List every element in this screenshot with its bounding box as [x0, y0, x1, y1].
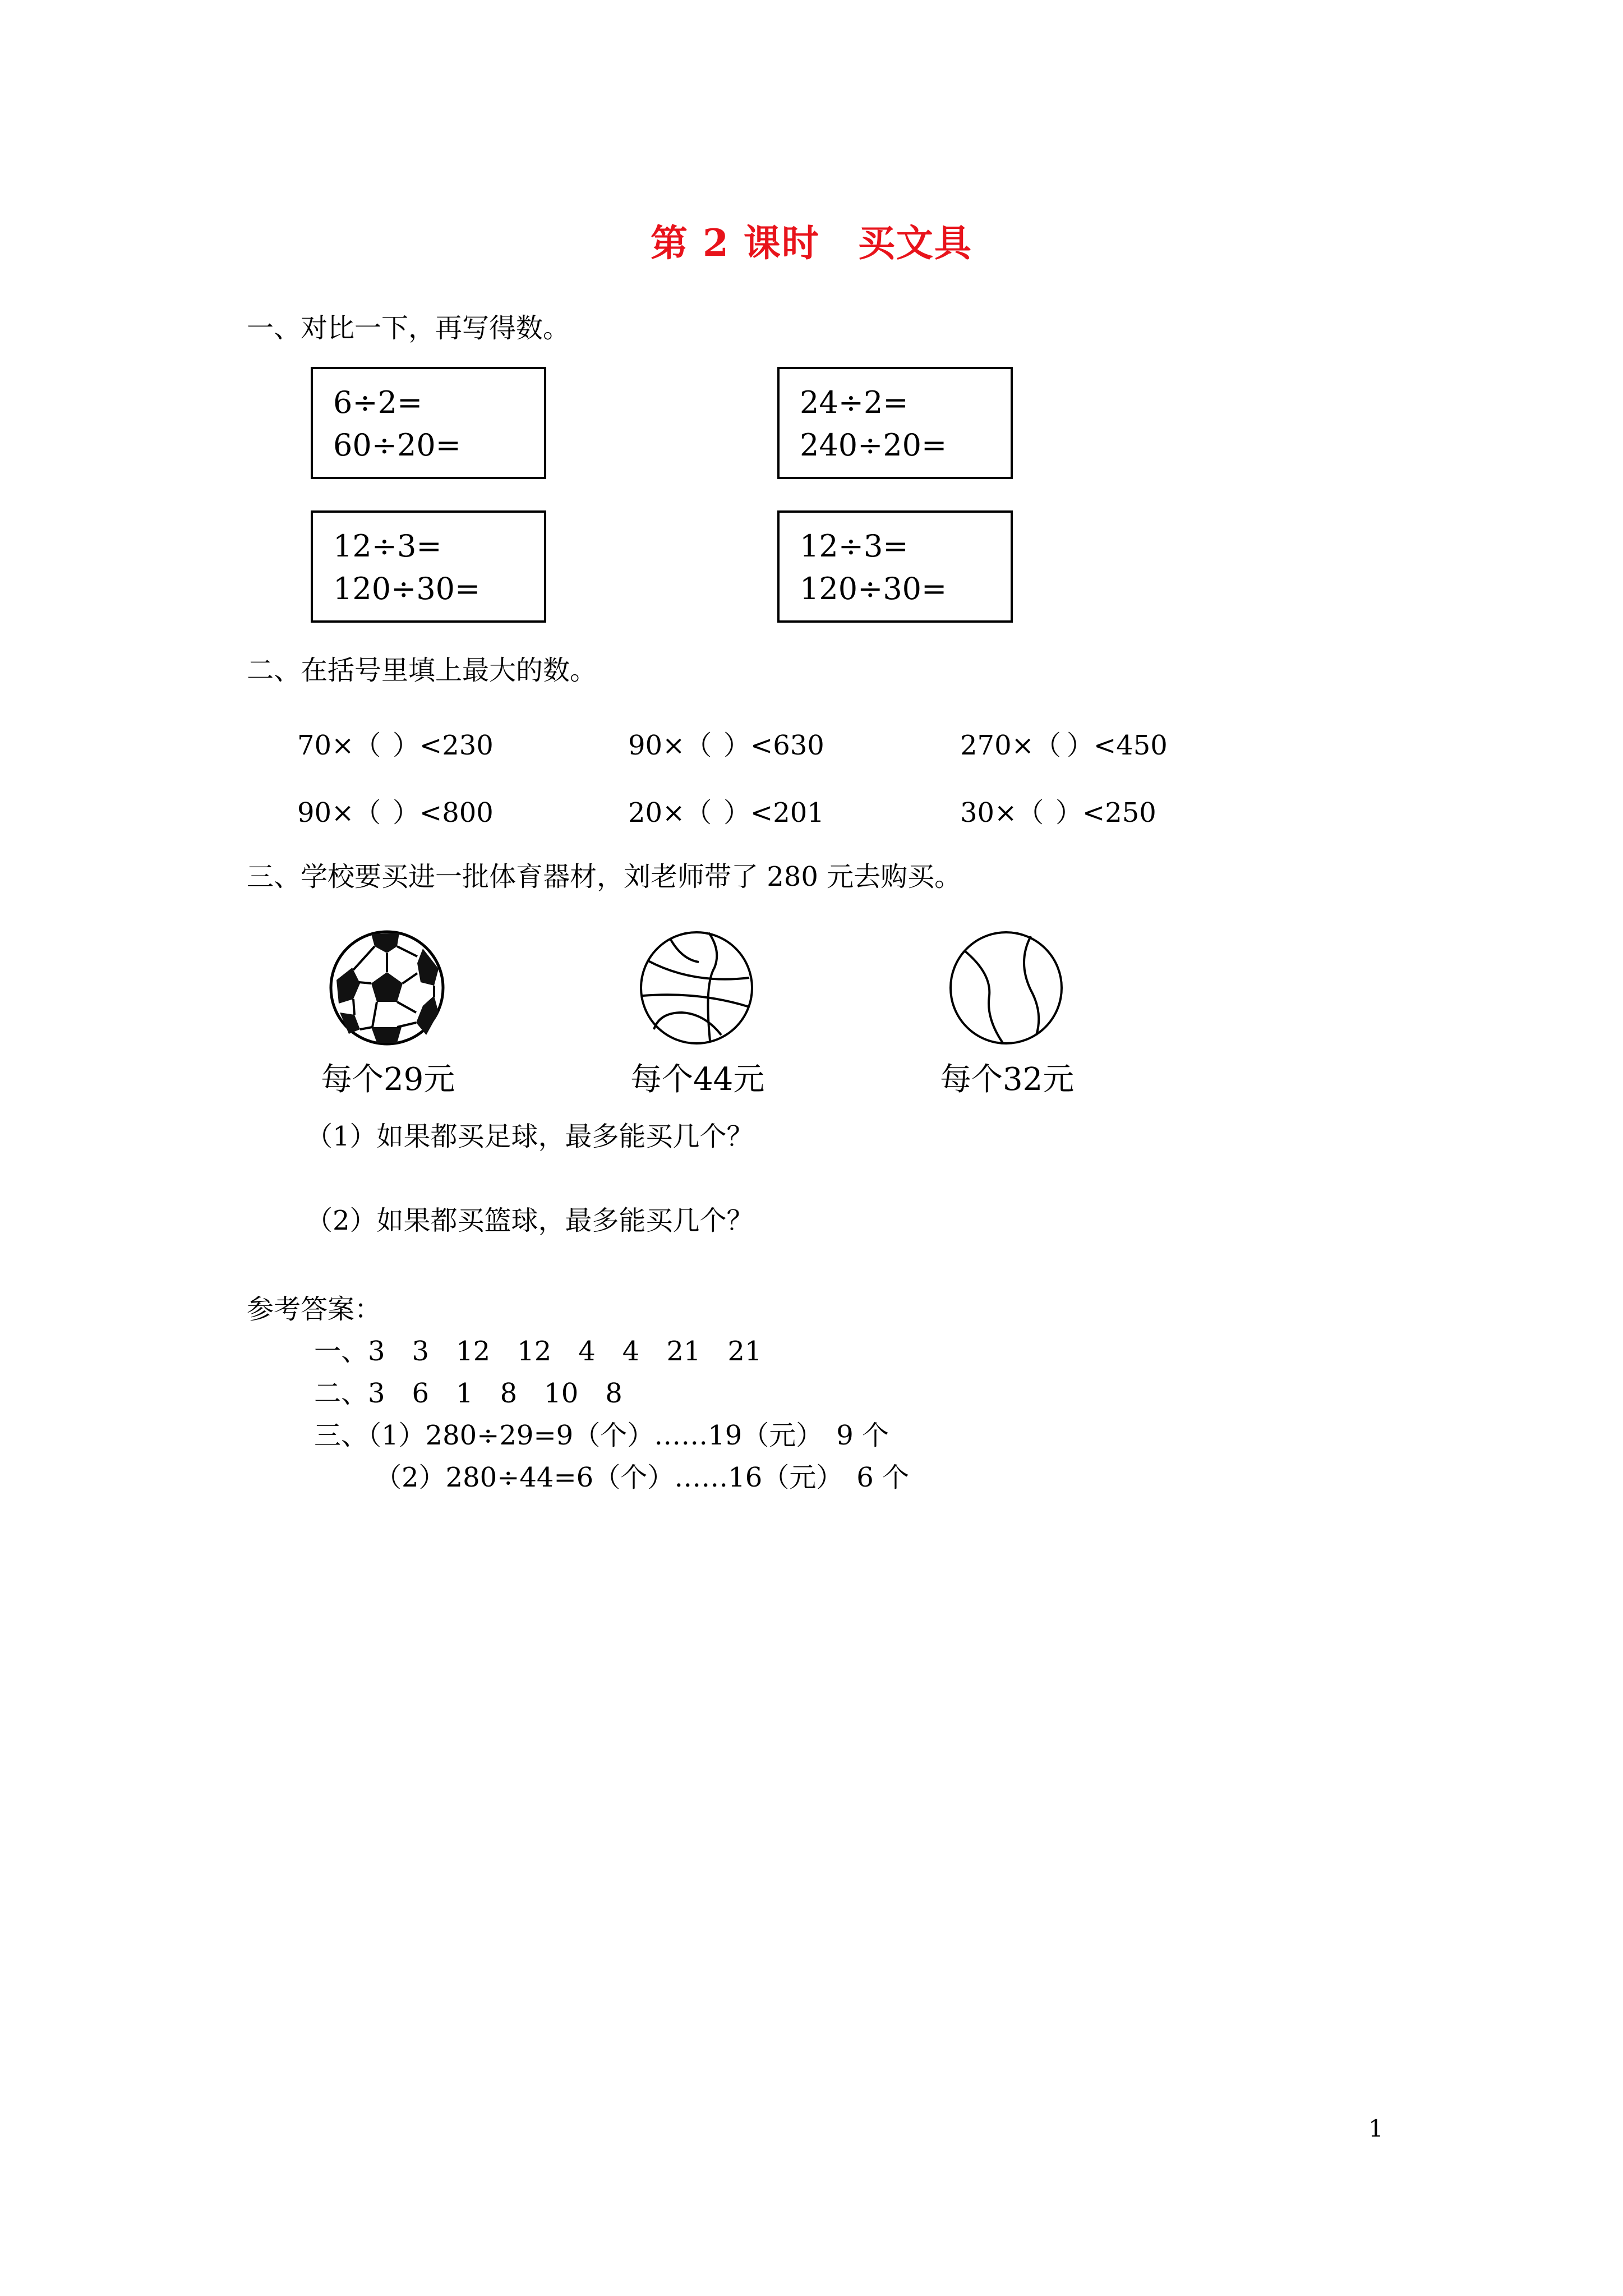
- answer-line: 二、3 6 1 8 10 8: [314, 1378, 623, 1409]
- inequality-item: [960, 791, 1156, 830]
- division-line: 60÷20=: [333, 427, 461, 463]
- inequality-right: ）<230: [393, 730, 494, 761]
- division-line: 12÷3=: [333, 528, 442, 564]
- basketball-icon: [637, 928, 756, 1047]
- inequality-left: 90×（: [628, 730, 712, 761]
- price-caption: 每个32元: [940, 1061, 1075, 1098]
- inequality-left: 90×（: [297, 797, 381, 829]
- division-line: 120÷30=: [800, 571, 947, 606]
- question-2: （2）如果都买篮球，最多能买几个？: [306, 1205, 754, 1236]
- price-caption: 每个44元: [630, 1061, 765, 1098]
- division-line: 24÷2=: [800, 385, 909, 420]
- answer-line: 三、（1）280÷29=9（个）……19（元） 9 个: [314, 1420, 889, 1451]
- inequality-item: [628, 724, 824, 762]
- section1-heading: 一、对比一下，再写得数。: [247, 312, 570, 344]
- answer-line: （2）280÷44=6（个）……16（元） 6 个: [375, 1462, 910, 1493]
- inequality-item: [628, 791, 824, 830]
- answer-line: 一、3 3 12 12 4 4 21 21: [314, 1336, 762, 1367]
- soccer-ball-icon: [328, 928, 446, 1047]
- inequality-left: 70×（: [297, 730, 381, 761]
- inequality-item: [297, 791, 494, 830]
- ball-icon: [947, 928, 1066, 1047]
- inequality-item: [960, 724, 1168, 762]
- inequality-right: ）<630: [723, 730, 824, 761]
- inequality-left: 30×（: [960, 797, 1044, 829]
- division-box: [777, 367, 1013, 479]
- inequality-left: 270×（: [960, 730, 1061, 761]
- inequality-right: ）<201: [723, 797, 824, 829]
- page-number: 1: [1368, 2115, 1384, 2142]
- inequality-right: ）<800: [393, 797, 494, 829]
- page-title: 第 2 课时 买文具: [651, 221, 972, 265]
- answers-heading: 参考答案：: [247, 1294, 382, 1325]
- inequality-right: ）<450: [1067, 730, 1168, 761]
- division-line: 120÷30=: [333, 571, 481, 606]
- inequality-right: ）<250: [1055, 797, 1156, 829]
- division-line: 6÷2=: [333, 385, 423, 420]
- division-box: [311, 510, 546, 623]
- division-box: [311, 367, 546, 479]
- inequality-item: [297, 724, 494, 762]
- division-line: 12÷3=: [800, 528, 909, 564]
- division-line: 240÷20=: [800, 427, 947, 463]
- price-caption: 每个29元: [321, 1061, 455, 1098]
- inequality-left: 20×（: [628, 797, 712, 829]
- question-1: （1）如果都买足球，最多能买几个？: [306, 1121, 754, 1152]
- section3-heading: 三、学校要买进一批体育器材，刘老师带了 280 元去购买。: [247, 861, 962, 892]
- section2-heading: 二、在括号里填上最大的数。: [247, 655, 597, 686]
- division-box: [777, 510, 1013, 623]
